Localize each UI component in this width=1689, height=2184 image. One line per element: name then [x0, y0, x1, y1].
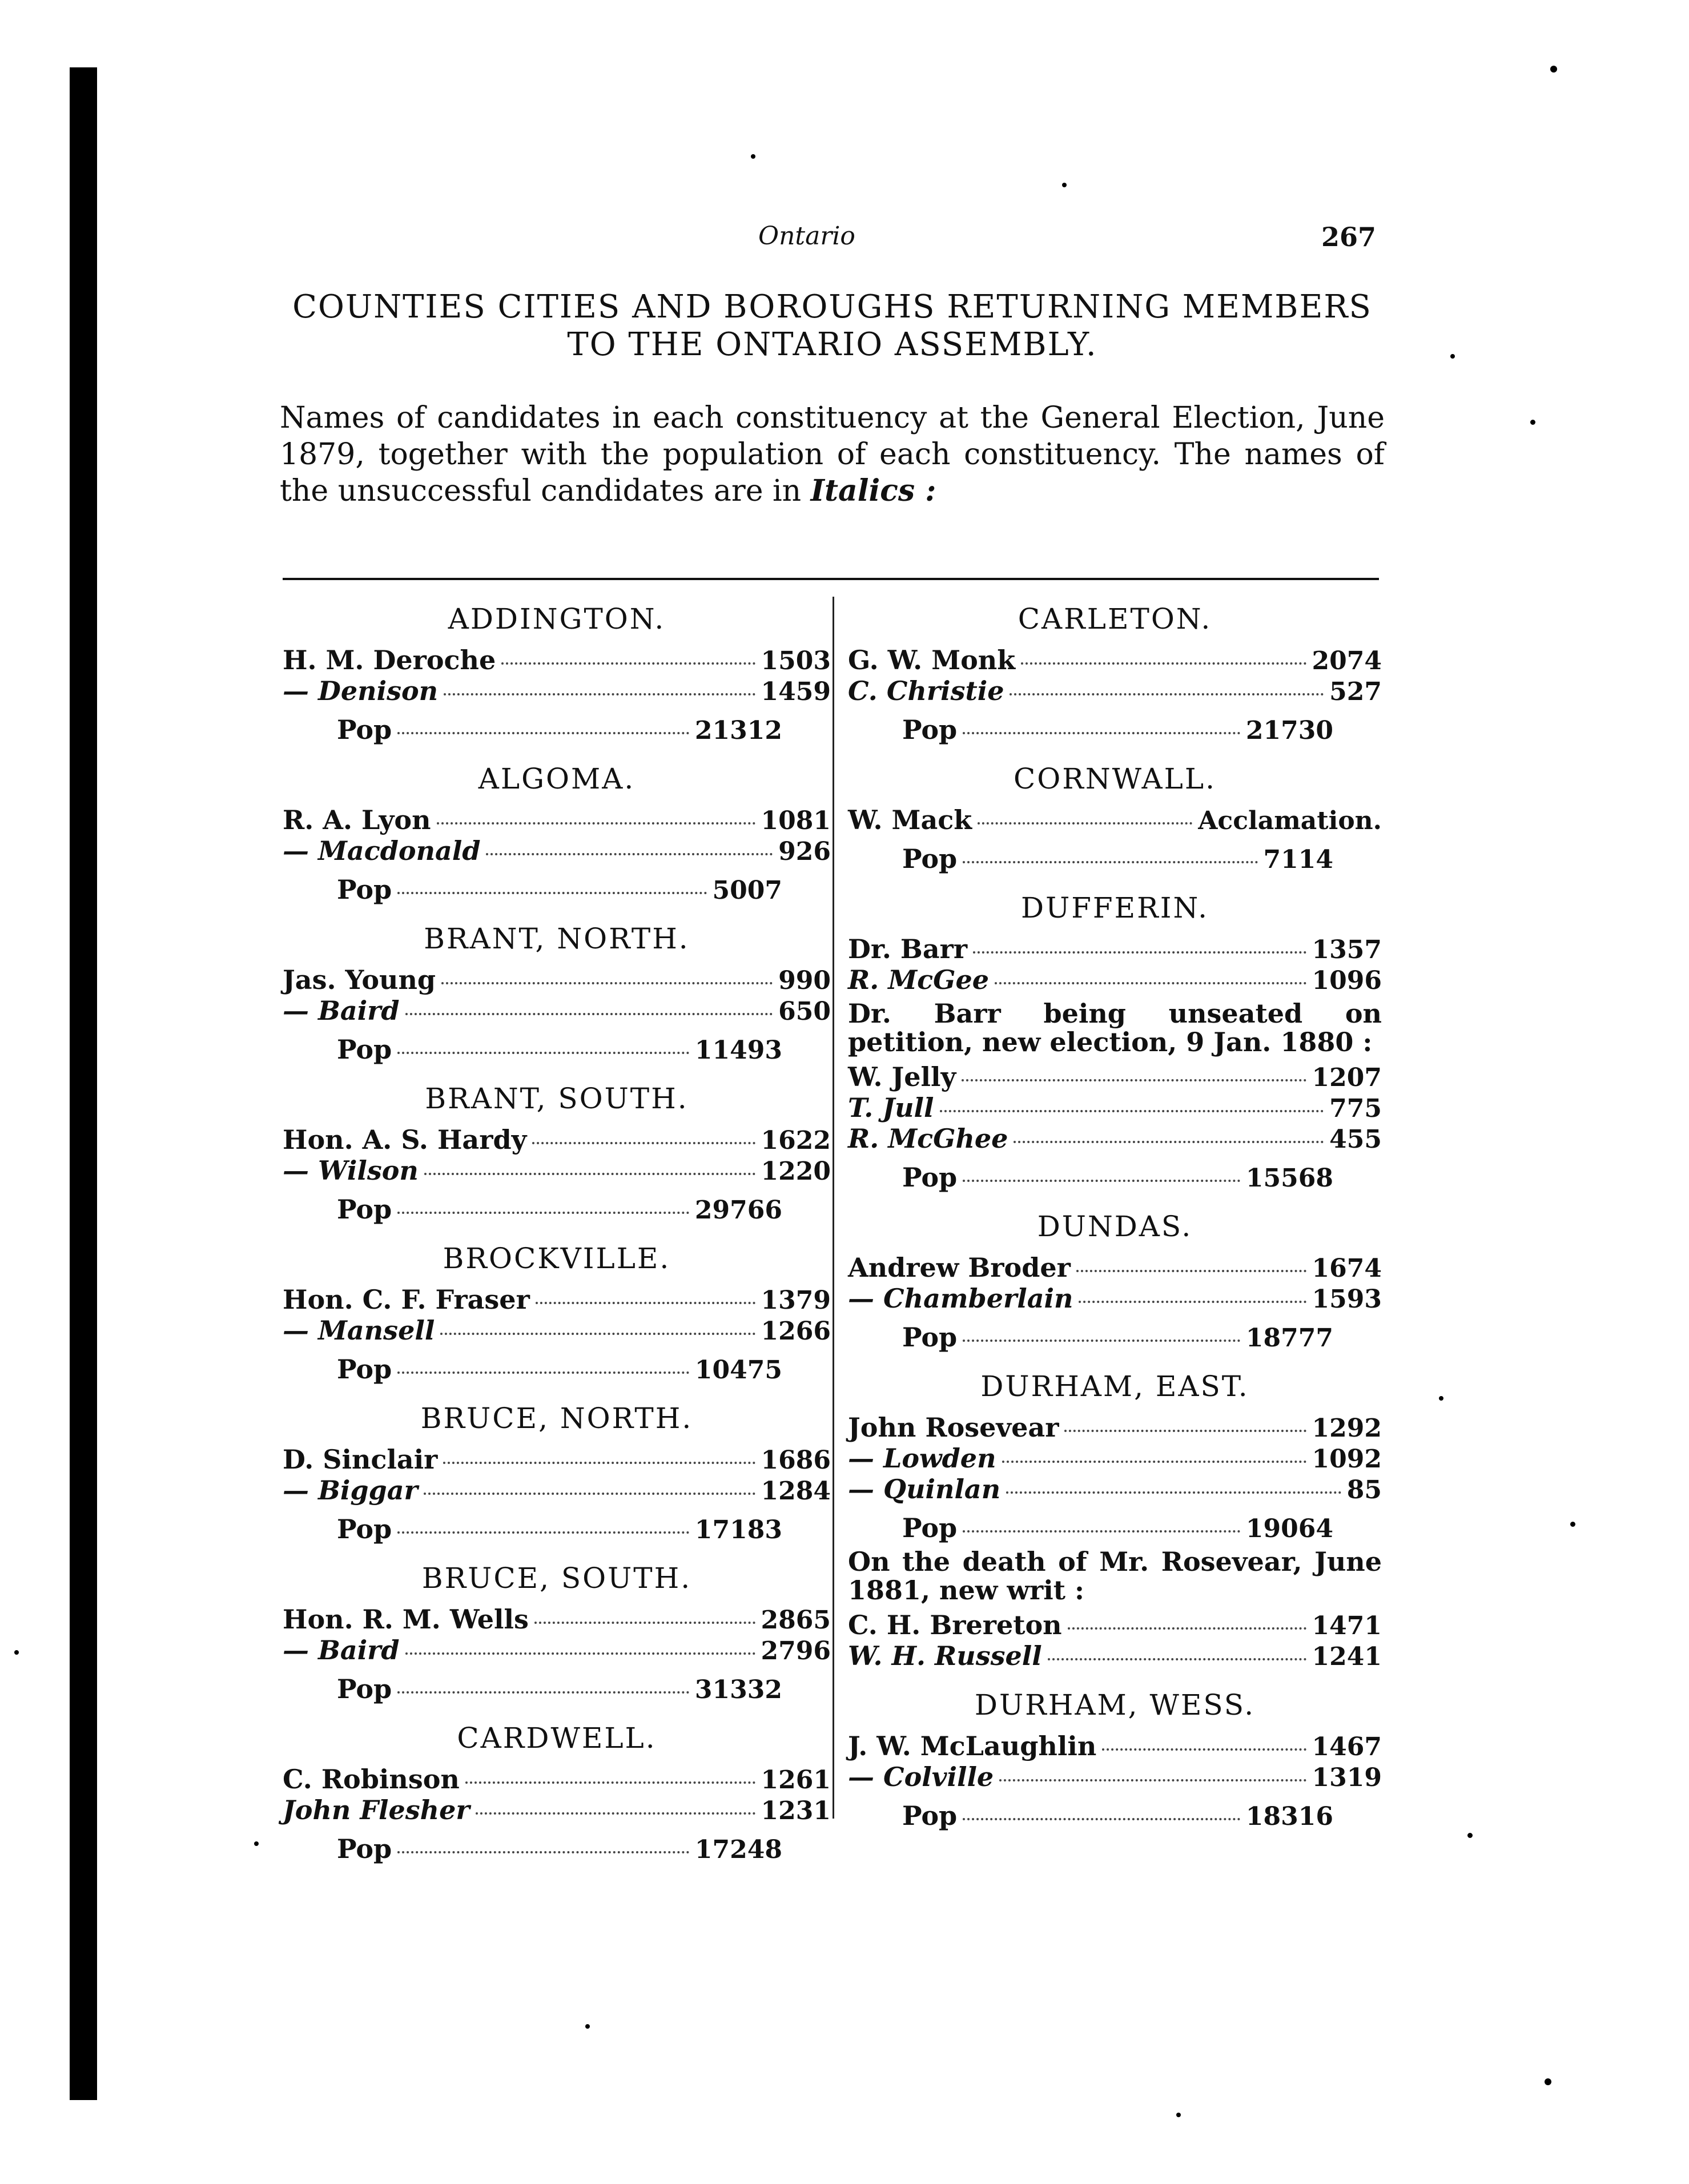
- election-note: On the death of Mr. Rosevear, June 1881, new writ :: [848, 1546, 1382, 1606]
- constituency-name: ALGOMA.: [478, 762, 636, 795]
- scan-speck: [1176, 2113, 1181, 2117]
- candidate-row: [283, 836, 831, 867]
- population-row: [283, 715, 831, 746]
- dot-leader: [486, 853, 773, 855]
- vote-count: 775: [1329, 1094, 1382, 1123]
- candidate-row: [283, 1156, 831, 1186]
- candidate-row: [848, 1253, 1382, 1284]
- population-label: Pop: [337, 1674, 392, 1704]
- dot-leader: [962, 1079, 1306, 1081]
- vote-count: 1459: [761, 677, 831, 706]
- population-row: [283, 1194, 831, 1225]
- population-row: [283, 1514, 831, 1545]
- population-row: [848, 1801, 1382, 1832]
- vote-count: 1674: [1312, 1254, 1382, 1283]
- constituency-name: BRUCE, NORTH.: [420, 1402, 693, 1435]
- candidate-row: [848, 1762, 1382, 1793]
- population-value: 5007: [712, 876, 782, 905]
- population-value: 21730: [1245, 716, 1333, 745]
- dot-leader: [397, 1371, 689, 1374]
- vote-count: 1207: [1312, 1063, 1382, 1092]
- dot-leader: [940, 1110, 1324, 1112]
- candidate-row: [848, 934, 1382, 965]
- scan-speck: [1062, 183, 1067, 187]
- candidate-name: — Biggar: [283, 1475, 418, 1506]
- candidate-name: H. M. Deroche: [283, 645, 496, 675]
- constituency-name: CORNWALL.: [1014, 762, 1216, 795]
- candidate-row: [283, 1125, 831, 1156]
- constituency-section: [283, 918, 831, 1065]
- candidate-row: [848, 1443, 1382, 1474]
- candidate-row: [283, 1764, 831, 1795]
- constituency-section: [283, 1078, 831, 1225]
- candidate-name: C. Christie: [848, 675, 1004, 706]
- population-label: Pop: [902, 843, 958, 874]
- dot-leader: [1064, 1430, 1306, 1432]
- constituency-section: [283, 598, 831, 746]
- population-label: Pop: [902, 1800, 958, 1831]
- population-row: [283, 875, 831, 906]
- vote-count: 650: [778, 997, 831, 1026]
- scan-speck: [1530, 420, 1535, 425]
- candidate-row: [283, 1445, 831, 1475]
- candidate-name: G. W. Monk: [848, 645, 1016, 675]
- constituency-name: DURHAM, EAST.: [980, 1370, 1249, 1403]
- population-value: 11493: [694, 1036, 782, 1065]
- candidate-row: [848, 645, 1382, 676]
- candidate-name: — Mansell: [283, 1315, 435, 1346]
- vote-count: 85: [1346, 1475, 1382, 1505]
- scan-speck: [585, 2024, 590, 2029]
- constituency-section: [848, 1206, 1382, 1353]
- dot-leader: [397, 1052, 689, 1054]
- population-row: [283, 1834, 831, 1865]
- dot-leader: [501, 662, 755, 665]
- candidate-name: John Flesher: [283, 1795, 470, 1825]
- vote-count: 2074: [1312, 646, 1382, 675]
- population-label: Pop: [902, 1513, 958, 1543]
- dot-leader: [397, 1851, 689, 1853]
- vote-count: 1471: [1312, 1611, 1382, 1640]
- vote-count: 1319: [1312, 1763, 1382, 1792]
- dot-leader: [1014, 1141, 1324, 1143]
- vote-count: 1284: [761, 1477, 831, 1506]
- population-value: 29766: [694, 1196, 782, 1225]
- candidate-row: [848, 805, 1382, 836]
- constituency-name: BRANT, NORTH.: [424, 922, 690, 955]
- dot-leader: [465, 1781, 755, 1784]
- candidate-row: [283, 1604, 831, 1635]
- dot-leader: [444, 693, 755, 695]
- dot-leader: [1010, 693, 1324, 695]
- candidate-name: Andrew Broder: [848, 1252, 1071, 1283]
- constituency-name: CARLETON.: [1018, 602, 1212, 636]
- population-label: Pop: [337, 714, 392, 745]
- vote-count: 1231: [761, 1796, 831, 1825]
- constituency-section: [848, 598, 1382, 746]
- constituency-name: BRUCE, SOUTH.: [421, 1562, 692, 1595]
- dot-leader: [397, 1691, 689, 1694]
- constituency-name: DUFFERIN.: [1021, 891, 1209, 924]
- dot-leader: [1068, 1627, 1306, 1630]
- population-value: 31332: [694, 1675, 782, 1704]
- candidate-name: John Rosevear: [848, 1412, 1059, 1443]
- candidate-name: Hon. C. F. Fraser: [283, 1284, 530, 1315]
- population-value: 18777: [1245, 1324, 1333, 1353]
- dot-leader: [1079, 1301, 1306, 1303]
- dot-leader: [995, 982, 1306, 984]
- population-value: 21312: [694, 716, 782, 745]
- intro-paragraph: [280, 400, 1385, 509]
- dot-leader: [405, 1013, 773, 1015]
- candidate-row: [848, 1731, 1382, 1762]
- candidate-name: — Colville: [848, 1761, 994, 1792]
- constituency-section: [283, 758, 831, 906]
- vote-count: Acclamation.: [1198, 806, 1382, 835]
- vote-count: 1241: [1312, 1642, 1382, 1671]
- dot-leader: [963, 1818, 1240, 1820]
- dot-leader: [1048, 1658, 1306, 1660]
- candidate-row: [283, 1795, 831, 1826]
- population-value: 15568: [1245, 1164, 1333, 1193]
- vote-count: 1292: [1312, 1414, 1382, 1443]
- page-header: [280, 222, 1376, 262]
- scan-speck: [1570, 1522, 1575, 1527]
- candidate-row: [848, 1062, 1382, 1093]
- candidate-name: C. Robinson: [283, 1764, 460, 1795]
- vote-count: 527: [1329, 677, 1382, 706]
- population-row: [848, 1163, 1382, 1193]
- constituency-section: [283, 1718, 831, 1865]
- constituency-section: [848, 1684, 1382, 1832]
- vote-count: 1379: [761, 1286, 831, 1315]
- population-value: 7114: [1263, 845, 1333, 874]
- population-row: [848, 1513, 1382, 1544]
- candidate-row: [283, 1285, 831, 1316]
- candidate-row: [283, 1635, 831, 1666]
- candidate-name: W. H. Russell: [848, 1640, 1042, 1671]
- constituency-section: [848, 758, 1382, 875]
- candidate-name: D. Sinclair: [283, 1444, 438, 1475]
- page-binding-edge: [70, 67, 97, 2100]
- column-divider: [833, 597, 834, 1819]
- population-row: [848, 844, 1382, 875]
- vote-count: 1081: [761, 806, 831, 835]
- scan-speck: [1545, 2078, 1551, 2085]
- dot-leader: [1006, 1491, 1341, 1494]
- candidate-row: [848, 965, 1382, 996]
- dot-leader: [441, 982, 773, 984]
- vote-count: 1593: [1312, 1285, 1382, 1314]
- running-head: Ontario: [758, 222, 855, 251]
- population-value: 18316: [1245, 1802, 1333, 1831]
- scan-speck: [1550, 66, 1557, 73]
- population-row: [283, 1035, 831, 1065]
- candidate-name: Jas. Young: [283, 964, 436, 995]
- candidate-row: [283, 645, 831, 676]
- election-note: Dr. Barr being unseated on petition, new election, 9 Jan. 1880 :: [848, 998, 1382, 1057]
- candidate-name: Hon. A. S. Hardy: [283, 1124, 527, 1155]
- constituency-name: ADDINGTON.: [448, 602, 666, 636]
- dot-leader: [405, 1652, 755, 1655]
- population-label: Pop: [902, 1162, 958, 1193]
- population-row: [848, 715, 1382, 746]
- vote-count: 1467: [1312, 1732, 1382, 1761]
- candidate-name: Hon. R. M. Wells: [283, 1604, 529, 1635]
- dot-leader: [397, 732, 689, 734]
- dot-leader: [973, 951, 1306, 954]
- candidate-row: [283, 996, 831, 1027]
- candidate-name: — Quinlan: [848, 1474, 1001, 1505]
- population-label: Pop: [337, 1194, 392, 1225]
- dot-leader: [1021, 662, 1306, 665]
- dot-leader: [963, 1340, 1240, 1342]
- population-row: [283, 1354, 831, 1385]
- dot-leader: [1076, 1270, 1306, 1272]
- candidate-name: — Wilson: [283, 1155, 419, 1186]
- constituency-name: BRANT, SOUTH.: [425, 1082, 689, 1115]
- dot-leader: [1002, 1461, 1306, 1463]
- dot-leader: [437, 822, 755, 824]
- candidate-row: [283, 965, 831, 996]
- dot-leader: [963, 1530, 1240, 1533]
- candidate-row: [848, 1413, 1382, 1443]
- intro-italic-word: Italics :: [810, 473, 936, 508]
- vote-count: 455: [1329, 1125, 1382, 1154]
- population-label: Pop: [337, 1354, 392, 1385]
- dot-leader: [963, 732, 1240, 734]
- constituency-name: DUNDAS.: [1037, 1210, 1193, 1243]
- candidate-row: [283, 805, 831, 836]
- dot-leader: [440, 1333, 755, 1335]
- vote-count: 1092: [1312, 1445, 1382, 1474]
- candidate-name: R. McGee: [848, 964, 990, 995]
- dot-leader: [534, 1622, 755, 1624]
- page-number: 267: [1321, 222, 1376, 252]
- right-column: [848, 598, 1382, 1844]
- candidate-row: [848, 1284, 1382, 1314]
- population-label: Pop: [337, 874, 392, 905]
- candidate-row: [848, 1093, 1382, 1124]
- top-rule: [283, 578, 1379, 580]
- dot-leader: [963, 1180, 1240, 1182]
- candidate-name: Dr. Barr: [848, 934, 968, 964]
- candidate-name: R. A. Lyon: [283, 805, 431, 835]
- constituency-name: DURHAM, WESS.: [974, 1688, 1256, 1722]
- candidate-row: [848, 1124, 1382, 1155]
- candidate-name: W. Mack: [848, 805, 972, 835]
- constituency-section: [848, 887, 1382, 1193]
- population-value: 17248: [694, 1835, 782, 1864]
- population-label: Pop: [337, 1833, 392, 1864]
- vote-count: 1096: [1312, 966, 1382, 995]
- population-value: 10475: [694, 1356, 782, 1385]
- candidate-name: — Lowden: [848, 1443, 996, 1474]
- candidate-name: — Denison: [283, 675, 439, 706]
- candidate-row: [283, 1316, 831, 1346]
- population-label: Pop: [902, 714, 958, 745]
- dot-leader: [397, 892, 706, 894]
- candidate-name: — Baird: [283, 1635, 400, 1666]
- vote-count: 1503: [761, 646, 831, 675]
- dot-leader: [476, 1812, 755, 1815]
- candidate-name: J. W. McLaughlin: [848, 1731, 1097, 1761]
- dot-leader: [536, 1302, 755, 1304]
- vote-count: 2865: [761, 1606, 831, 1635]
- candidate-row: [848, 1474, 1382, 1505]
- left-column: [283, 598, 831, 1877]
- population-label: Pop: [337, 1034, 392, 1065]
- candidate-name: R. McGhee: [848, 1123, 1008, 1154]
- candidate-name: W. Jelly: [848, 1061, 956, 1092]
- dot-leader: [532, 1142, 755, 1144]
- dot-leader: [978, 822, 1192, 824]
- constituency-name: CARDWELL.: [457, 1722, 657, 1755]
- candidate-row: [848, 676, 1382, 707]
- dot-leader: [397, 1212, 689, 1214]
- candidate-row: [283, 1475, 831, 1506]
- intro-text: Names of candidates in each constituency at the General Election, June 1879, together with the population of each constituency. The names of the unsuccessful candidates are in: [280, 401, 1385, 508]
- scan-speck: [1467, 1833, 1473, 1838]
- scan-speck: [14, 1650, 19, 1655]
- constituency-section: [283, 1398, 831, 1545]
- scan-speck: [1439, 1396, 1443, 1401]
- dot-leader: [1102, 1748, 1306, 1751]
- scan-speck: [1450, 354, 1455, 359]
- population-label: Pop: [337, 1514, 392, 1545]
- scan-speck: [751, 154, 755, 159]
- candidate-row: [283, 676, 831, 707]
- population-row: [848, 1322, 1382, 1353]
- vote-count: 1261: [761, 1765, 831, 1795]
- vote-count: 990: [778, 966, 831, 995]
- vote-count: 1622: [761, 1126, 831, 1155]
- vote-count: 1266: [761, 1317, 831, 1346]
- vote-count: 1686: [761, 1446, 831, 1475]
- dot-leader: [424, 1493, 755, 1495]
- population-row: [283, 1674, 831, 1705]
- dot-leader: [999, 1779, 1306, 1781]
- vote-count: 1220: [761, 1157, 831, 1186]
- dot-leader: [963, 861, 1257, 863]
- vote-count: 2796: [761, 1636, 831, 1666]
- candidate-name: — Chamberlain: [848, 1283, 1073, 1314]
- vote-count: 1357: [1312, 935, 1382, 964]
- dot-leader: [424, 1173, 755, 1175]
- population-value: 19064: [1245, 1514, 1333, 1543]
- candidate-name: C. H. Brereton: [848, 1610, 1062, 1640]
- dot-leader: [397, 1531, 689, 1534]
- constituency-section: [283, 1558, 831, 1705]
- scan-speck: [254, 1841, 259, 1846]
- vote-count: 926: [778, 837, 831, 866]
- candidate-name: T. Jull: [848, 1092, 934, 1123]
- constituency-name: BROCKVILLE.: [443, 1242, 671, 1275]
- candidate-name: — Macdonald: [283, 835, 481, 866]
- constituency-section: [848, 1366, 1382, 1672]
- population-label: Pop: [902, 1322, 958, 1353]
- candidate-row: [848, 1641, 1382, 1672]
- page-title: COUNTIES CITIES AND BOROUGHS RETURNING MEMBERS TO THE ONTARIO ASSEMBLY.: [292, 288, 1372, 363]
- constituency-section: [283, 1238, 831, 1385]
- candidate-name: — Baird: [283, 995, 400, 1026]
- population-value: 17183: [694, 1515, 782, 1545]
- candidate-row: [848, 1610, 1382, 1641]
- dot-leader: [443, 1462, 755, 1464]
